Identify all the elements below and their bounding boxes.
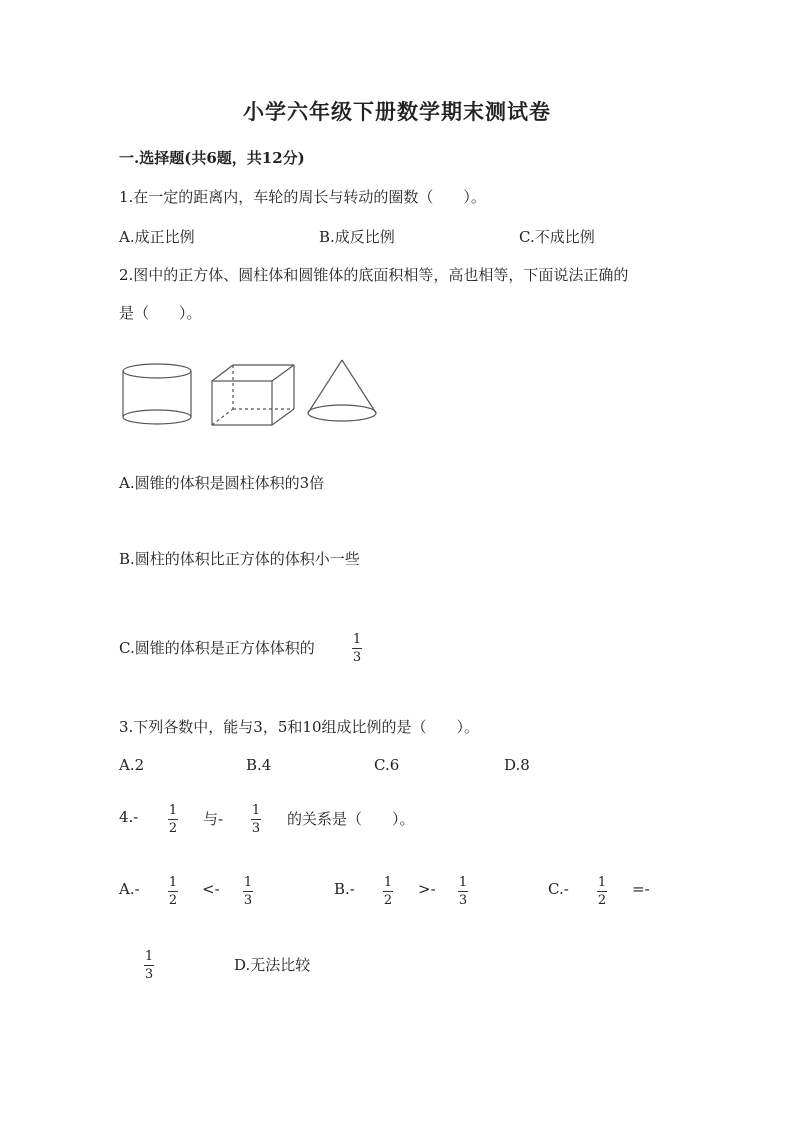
cone-icon: [308, 360, 376, 421]
fraction: 1 3: [144, 949, 154, 982]
fraction: 1 3: [352, 632, 362, 665]
section-heading: 一.选择题(共6题，共12分): [119, 149, 305, 167]
question-1-option-c[interactable]: C.不成比例: [519, 228, 595, 246]
fraction: 1 3: [458, 875, 468, 908]
question-2-option-b[interactable]: B.圆柱的体积比正方体的体积小一些: [119, 550, 360, 568]
question-2-stem-line1: 2.图中的正方体、圆柱体和圆锥体的底面积相等，高也相等，下面说法正确的: [119, 266, 629, 284]
fraction: 1 3: [243, 875, 253, 908]
question-1-option-b[interactable]: B.成反比例: [319, 228, 395, 246]
question-4-option-c[interactable]: C.-: [548, 880, 569, 898]
question-1-option-a[interactable]: A.成正比例: [119, 228, 195, 246]
question-4-option-a[interactable]: A.-: [119, 880, 140, 898]
fraction: 1 3: [251, 803, 261, 836]
relation-less-than: <-: [202, 880, 220, 898]
fraction: 1 2: [168, 875, 178, 908]
question-4-suffix: 的关系是（ ）。: [287, 810, 415, 828]
question-3-option-d[interactable]: D.8: [504, 756, 530, 774]
fraction: 1 2: [168, 803, 178, 836]
question-4-middle: 与-: [203, 810, 224, 828]
question-2-stem-line2: 是（ ）。: [119, 304, 202, 322]
solids-figure: [118, 355, 383, 430]
cylinder-icon: [123, 364, 191, 424]
question-4-option-d[interactable]: D.无法比较: [234, 956, 311, 974]
page-title: 小学六年级下册数学期末测试卷: [243, 99, 551, 124]
question-2-option-c[interactable]: C.圆锥的体积是正方体体积的: [119, 639, 315, 657]
question-3-stem: 3.下列各数中，能与3，5和10组成比例的是（ ）。: [119, 718, 479, 736]
question-3-option-c[interactable]: C.6: [374, 756, 400, 774]
relation-equal: =-: [632, 880, 650, 898]
question-3-option-a[interactable]: A.2: [119, 756, 145, 774]
relation-greater-than: >-: [418, 880, 436, 898]
question-1-stem: 1.在一定的距离内，车轮的周长与转动的圈数（ ）。: [119, 188, 486, 206]
fraction: 1 2: [597, 875, 607, 908]
question-4-option-b[interactable]: B.-: [334, 880, 355, 898]
fraction: 1 2: [383, 875, 393, 908]
question-4-prefix: 4.-: [119, 808, 139, 826]
question-3-option-b[interactable]: B.4: [246, 756, 272, 774]
cube-icon: [212, 365, 294, 425]
question-2-option-a[interactable]: A.圆锥的体积是圆柱体积的3倍: [119, 474, 325, 492]
